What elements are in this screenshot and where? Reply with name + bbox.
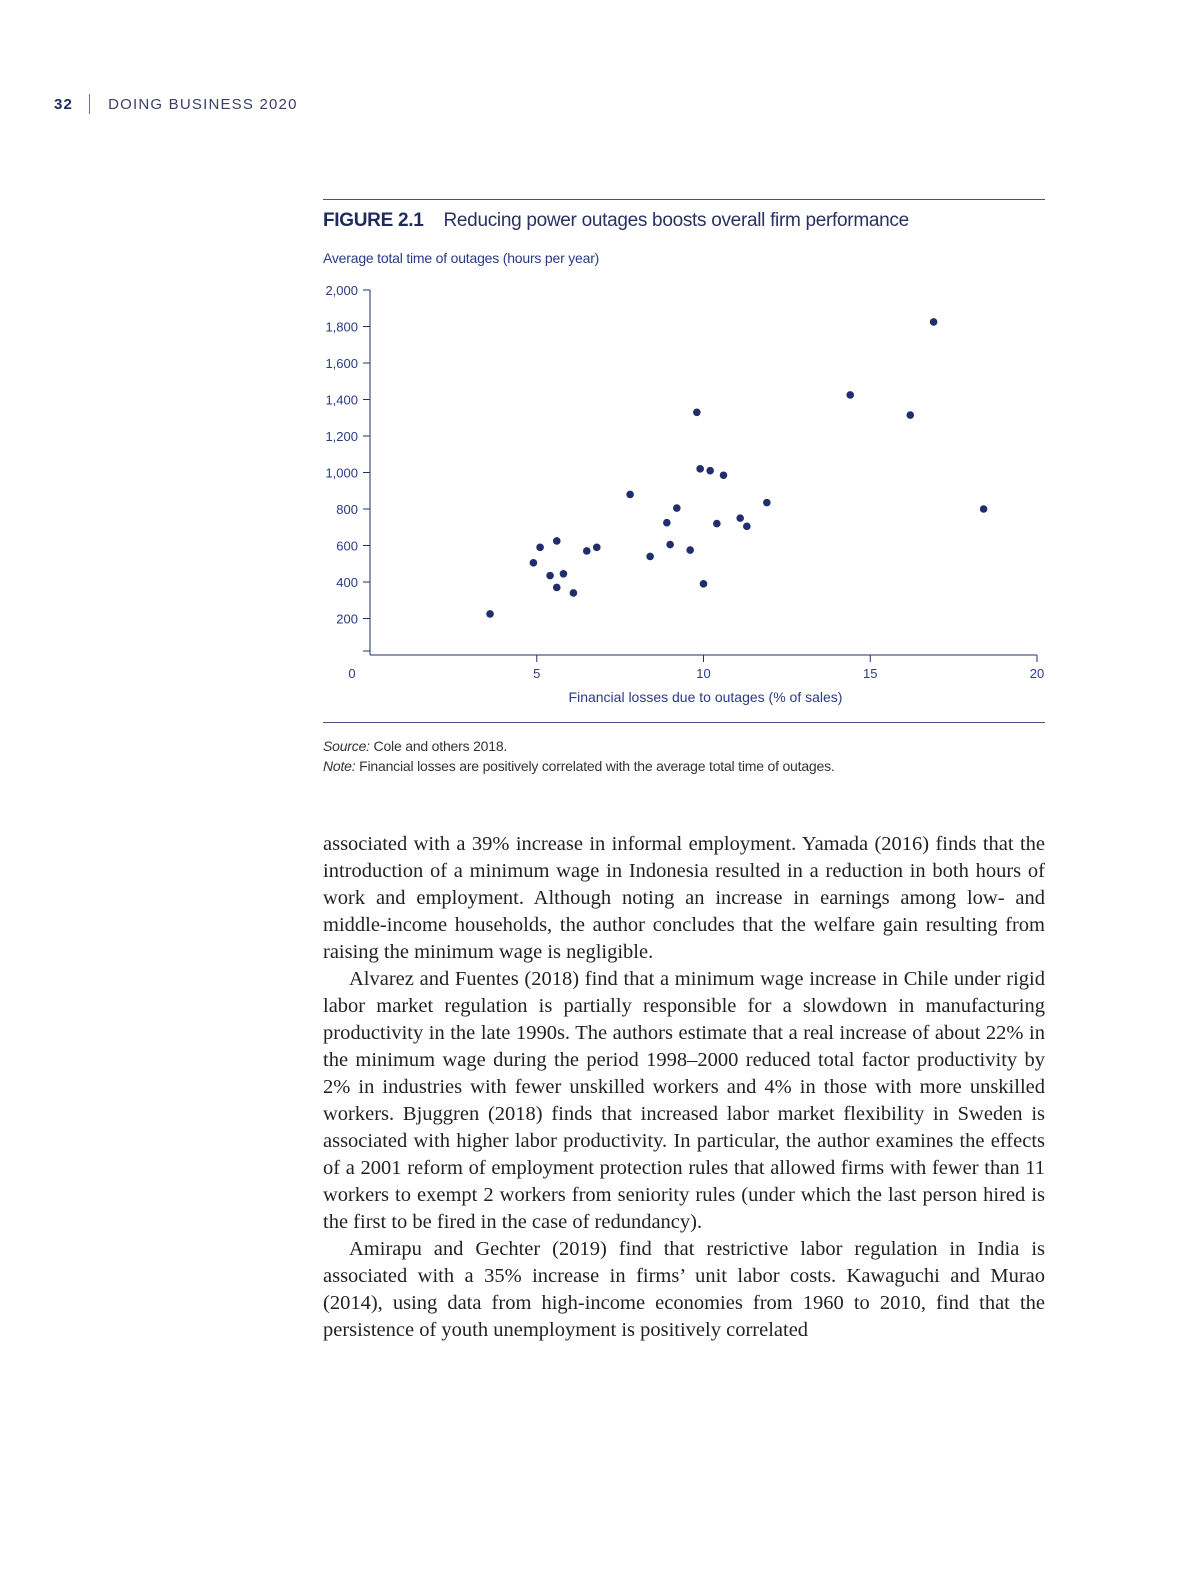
- data-point: [553, 537, 561, 545]
- data-point: [673, 504, 681, 512]
- x-tick-label: 10: [696, 666, 711, 681]
- data-point: [713, 520, 721, 528]
- y-tick-label: 800: [336, 502, 358, 517]
- body-paragraph-1: associated with a 39% increase in informal employment. Yamada (2016) finds that the introduction of a minimum wage in Indonesia resulted in a reduction in both hours of work and employment. Although noting an increase in earnings among low- and middle-income households, the author concludes that the welfare gain resulting from raising the minimum wage is negligible.: [323, 833, 1045, 963]
- figure-title: [323, 210, 909, 232]
- header-divider: [89, 94, 90, 114]
- data-point: [706, 467, 714, 475]
- body-paragraph-3: Amirapu and Gechter (2019) find that restrictive labor regulation in India is associated with a 35% increase in firms’ unit labor costs. Kawaguchi and Murao (2014), using data from high-income economies from 1960 to 2010, find that the persistence of youth unemployment is positively correlated: [323, 1238, 1045, 1341]
- x-tick-label: 0: [348, 666, 356, 681]
- source-text: Cole and others 2018.: [369, 738, 508, 754]
- figure-notes: [323, 736, 835, 776]
- chart-points: [486, 318, 987, 618]
- x-tick-label: 15: [863, 666, 878, 681]
- data-point: [593, 544, 601, 552]
- data-point: [663, 519, 671, 527]
- x-axis-label: Financial losses due to outages (% of sales): [568, 689, 843, 705]
- source-label: Source:: [323, 738, 370, 754]
- data-point: [906, 411, 914, 419]
- data-point: [846, 391, 854, 399]
- data-point: [536, 544, 544, 552]
- body-text: [323, 831, 1045, 1344]
- data-point: [583, 547, 591, 555]
- y-tick-label: 2,000: [325, 283, 358, 298]
- x-tick-label: 20: [1029, 666, 1045, 681]
- y-tick-label: 600: [336, 538, 358, 554]
- data-point: [486, 610, 494, 618]
- data-point: [980, 505, 988, 513]
- data-point: [646, 553, 654, 561]
- figure-source: [323, 736, 835, 756]
- y-tick-label: 200: [336, 611, 358, 627]
- y-tick-label: 1,800: [325, 319, 358, 335]
- data-point: [736, 514, 744, 522]
- y-tick-label: 1,200: [325, 429, 358, 444]
- note-text: Financial losses are positively correlated with the average total time of outages.: [355, 758, 835, 774]
- data-point: [743, 523, 751, 531]
- data-point: [560, 570, 568, 578]
- figure-top-rule: [323, 199, 1045, 200]
- figure-number: FIGURE 2.1: [323, 210, 424, 231]
- publication-title: DOING BUSINESS 2020: [108, 95, 298, 113]
- page-number: 32: [54, 95, 74, 113]
- scatter-chart: [300, 270, 1060, 715]
- data-point: [720, 471, 728, 479]
- figure-caption: Reducing power outages boosts overall firm performance: [443, 210, 909, 231]
- chart-axes: [325, 283, 1044, 681]
- data-point: [626, 491, 634, 499]
- figure-note: [323, 756, 835, 776]
- running-head: [54, 94, 298, 114]
- data-point: [763, 499, 771, 507]
- data-point: [530, 559, 538, 567]
- note-label: Note:: [323, 758, 356, 774]
- body-paragraph-2: Alvarez and Fuentes (2018) find that a minimum wage increase in Chile under rigid labor market regulation is partially responsible for a slowdown in manufacturing productivity in the late 1990s. The authors estimate that a real increase of about 22% in the minimum wage during the period 1998–2000 reduced total factor productivity by 2% in industries with fewer unskilled workers and 4% in those with more unskilled workers. Bjuggren (2018) finds that increased labor market flexibility in Sweden is associated with higher labor productivity. In particular, the author examines the effects of a 2001 reform of employment protection rules that allowed firms with fewer than 11 workers to exempt 2 workers from seniority rules (under which the last person hired is the first to be fired in the case of redundancy).: [323, 968, 1045, 1233]
- data-point: [666, 541, 674, 549]
- figure-bottom-rule: [323, 722, 1045, 723]
- y-tick-label: 1,600: [325, 356, 358, 371]
- data-point: [700, 580, 708, 588]
- y-tick-label: 1,000: [325, 465, 358, 481]
- data-point: [570, 589, 578, 597]
- y-tick-label: 400: [336, 575, 358, 590]
- data-point: [686, 546, 694, 554]
- y-axis-label: Average total time of outages (hours per year): [323, 250, 600, 266]
- data-point: [546, 572, 554, 580]
- x-tick-label: 5: [533, 666, 541, 681]
- data-point: [693, 408, 701, 416]
- y-tick-label: 1,400: [325, 392, 358, 408]
- data-point: [930, 318, 938, 326]
- data-point: [696, 465, 704, 473]
- data-point: [553, 584, 561, 592]
